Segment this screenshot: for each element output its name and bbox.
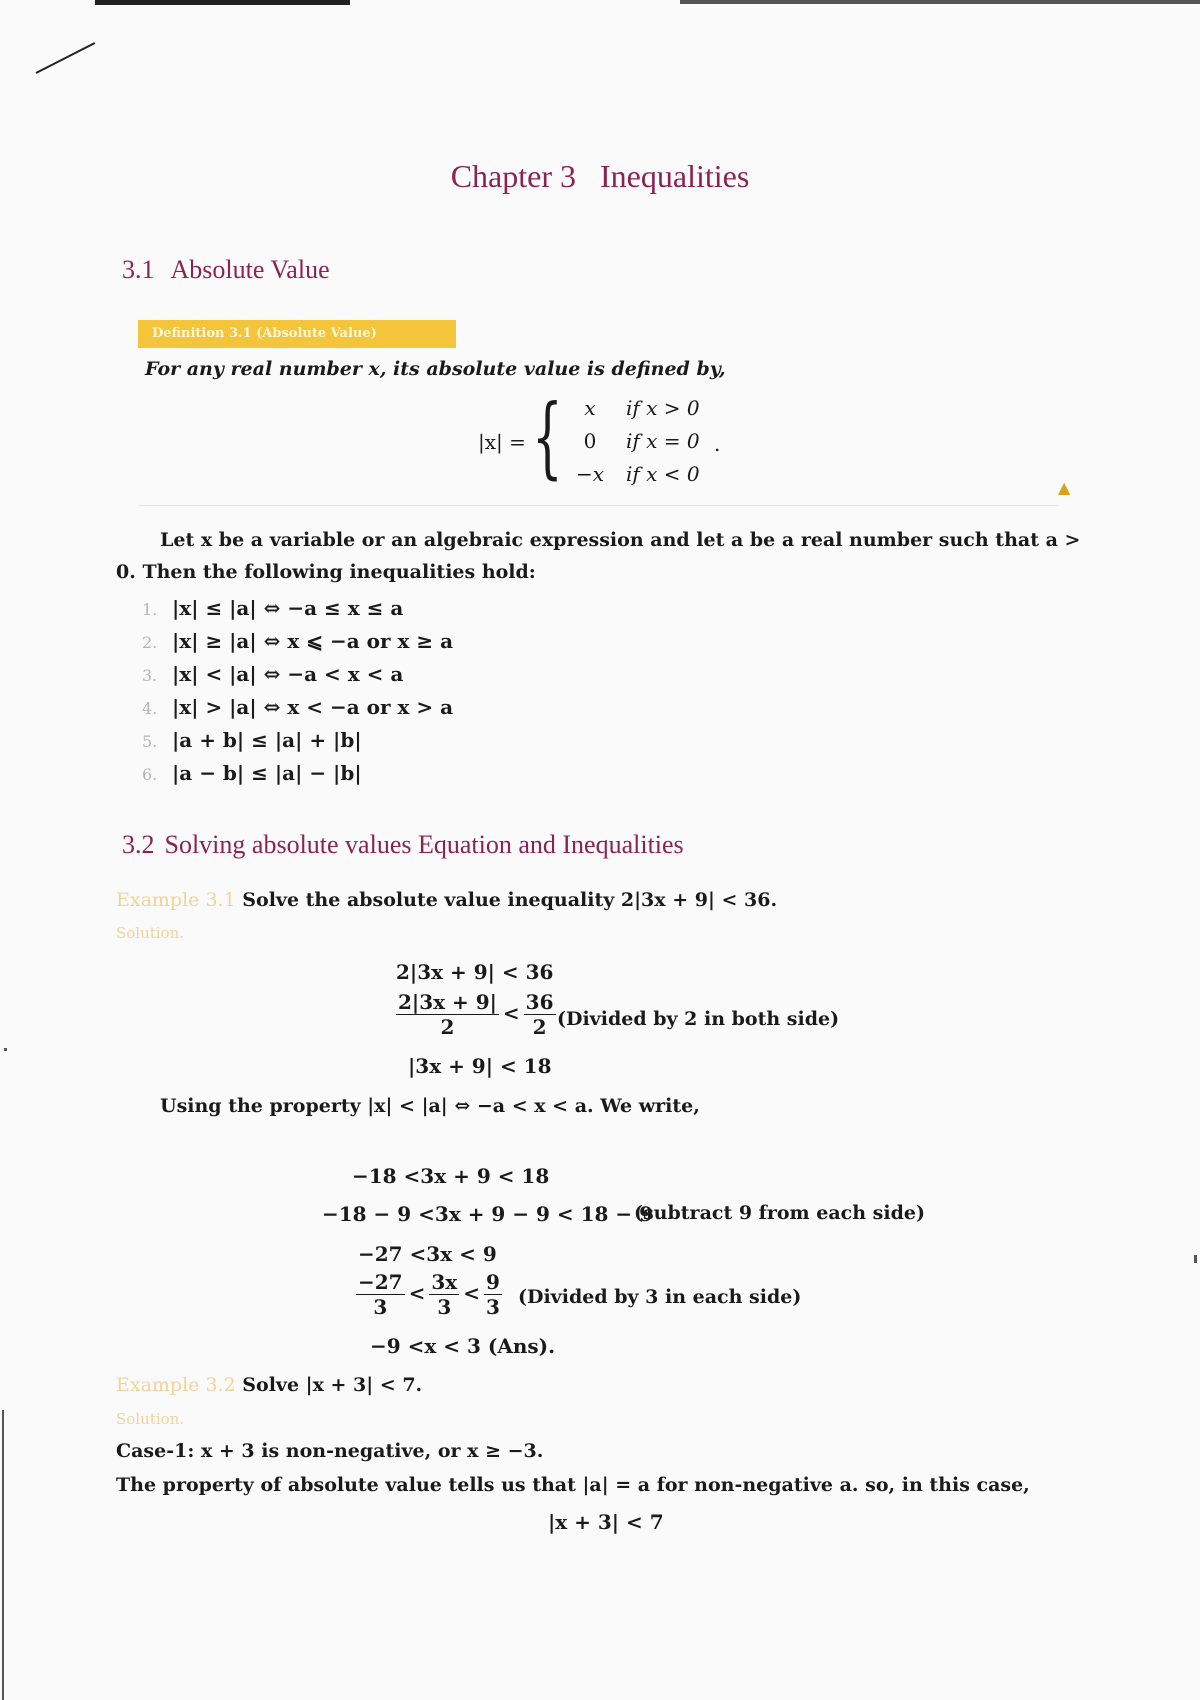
chapter-title [0,158,1200,195]
list-item: 5. |a + b| ≤ |a| + |b| [142,728,362,752]
chapter-number: Chapter 3 [450,158,576,194]
using-property-text: Using the property |x| < |a| ⇔ −a < x < a. We write, [160,1095,700,1117]
case-heading: Case-1: x + 3 is non-negative, or x ≥ −3. [116,1440,544,1462]
equation-line: $\frac{-27}{3}$ < $\frac{3x}{3}$ < $\frac{9}{3}$ [358,1270,500,1319]
solution-label: Solution. [116,1410,185,1428]
case-row: x if x > 0 [584,396,700,420]
list-item: 3. |x| < |a| ⇔ −a < x < a [142,662,404,686]
scan-speck [4,1048,7,1051]
piecewise-definition [478,385,738,488]
section-number: 3.2 [122,830,155,859]
solution-label: Solution. [116,924,185,942]
list-item: 4. |x| > |a| ⇔ x < −a or x > a [142,695,454,719]
scan-speck [1194,1255,1197,1263]
section-number: 3.1 [122,255,155,284]
equation-line: |3x + 9| < 18 [408,1054,552,1078]
list-item: 2. |x| ≥ |a| ⇔ x ⩽ −a or x ≥ a [142,629,454,653]
pen-stroke-mark [36,42,96,74]
section-title: Absolute Value [170,255,330,284]
equation-line: −18 <3x + 9 < 18 [352,1164,550,1188]
scan-edge-mark [95,0,350,5]
step-note: (subtract 9 from each side) [634,1202,925,1224]
definition-divider [138,505,1058,506]
equation-line: −18 − 9 <3x + 9 − 9 < 18 − 9 [322,1202,654,1226]
intro-paragraph: Let x be a variable or an algebraic expression and let a be a real number such that a > 0. Then the following inequalities hold: [116,529,1081,583]
case-row: −x if x < 0 [575,462,700,486]
list-item: 1. |x| ≤ |a| ⇔ −a ≤ x ≤ a [142,596,404,620]
equation-line: $\frac{2|3x + 9|}{2}$ < $\frac{36}{2}$ [398,990,554,1039]
example-label: Example 3.1 [116,889,236,911]
piecewise-lhs: |x| = [478,430,526,454]
step-note: (Divided by 3 in each side) [518,1286,802,1308]
chapter-name: Inequalities [600,158,750,194]
left-brace: { [532,385,563,488]
example-label: Example 3.2 [116,1374,236,1396]
section-title: Solving absolute values Equation and Inequalities [164,830,684,859]
warning-icon: ▲ [1058,478,1071,497]
scan-edge-mark [2,1410,4,1700]
case-text: The property of absolute value tells us that |a| = a for non-negative a. so, in this case, [116,1474,1030,1496]
equation-line: |x + 3| < 7 [548,1510,664,1534]
equation-line: −9 <x < 3 (Ans). [370,1334,556,1358]
definition-statement: For any real number x, its absolute value is defined by, [145,358,726,380]
example-2-statement: Example 3.2 Solve |x + 3| < 7. [116,1374,423,1396]
list-item: 6. |a − b| ≤ |a| − |b| [142,761,362,785]
equation-line: 2|3x + 9| < 36 [396,960,554,984]
section-heading-3-1 [122,255,330,285]
case-row: 0 if x = 0 [583,429,700,453]
definition-label: Definition 3.1 (Absolute Value) [138,320,456,348]
example-1-statement: Example 3.1 Solve the absolute value inequality 2|3x + 9| < 36. [116,889,778,911]
section-heading-3-2 [122,830,684,860]
step-note: (Divided by 2 in both side) [557,1008,840,1030]
scan-edge-mark [680,0,1200,4]
piecewise-period: . [714,432,721,456]
equation-line: −27 <3x < 9 [358,1242,497,1266]
properties-list [142,592,453,790]
